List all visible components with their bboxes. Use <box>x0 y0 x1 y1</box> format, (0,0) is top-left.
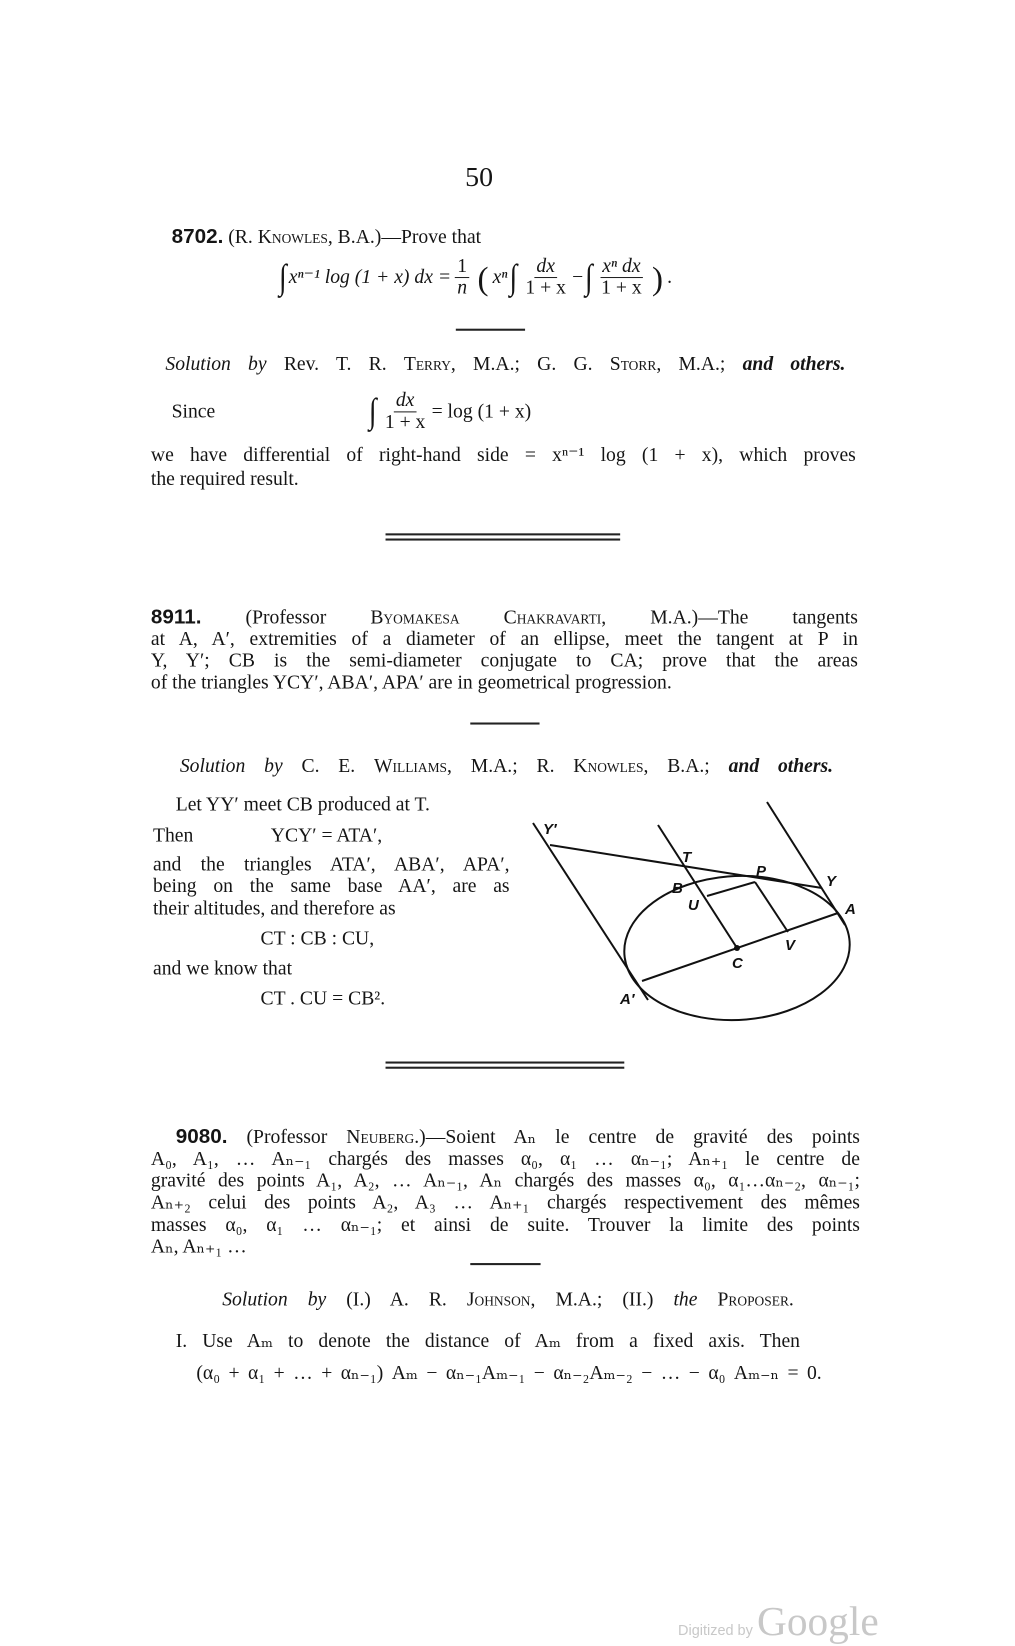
fraction <box>599 256 644 298</box>
rhs: = log (1 + x) <box>431 400 532 423</box>
text-segment: , B.A.)—Prove that <box>327 226 482 249</box>
fraction <box>455 256 469 298</box>
equation-line <box>196 1362 821 1384</box>
text-segment: of the triangles YCY′, ABA′, APA′ are in geometrical progression. <box>150 671 672 694</box>
problem-8702-heading <box>172 226 482 248</box>
text-segment: Solution by <box>179 755 283 778</box>
problem-9080-heading <box>176 1127 860 1149</box>
text-line <box>176 1330 800 1352</box>
numerator: dx <box>534 256 557 278</box>
label-v: V <box>785 937 796 954</box>
label-y: Y <box>826 873 837 890</box>
text-segment: (α₀ + α₁ + … + αₙ₋₁) Aₘ − αₙ₋₁Aₘ₋₁ − αₙ₋₂Aₘ₋₂ − … − α₀ Aₘ₋ₙ = 0. <box>196 1362 822 1384</box>
watermark-prefix: Digitized by <box>678 1621 753 1639</box>
label-u: U <box>688 897 699 914</box>
author-name: Neuberg <box>346 1126 415 1149</box>
text-segment: (Professor <box>227 1126 347 1149</box>
text-segment: CT . CU = CB². <box>260 988 386 1010</box>
formula-8702 <box>277 256 672 298</box>
text-segment: Aₙ, Aₙ₊₁ … <box>150 1236 247 1258</box>
text-line <box>151 1192 860 1214</box>
integral-sign: ∫ <box>509 257 518 297</box>
author-name: Johnson <box>466 1288 531 1311</box>
label-y-prime: Y′ <box>543 821 557 838</box>
text-line <box>153 898 396 920</box>
text-segment <box>697 1289 717 1311</box>
since-label <box>172 401 216 423</box>
text-line <box>151 628 858 650</box>
text-segment: , M.A.; G. G. <box>450 353 610 376</box>
author-name: Williams <box>374 755 448 778</box>
integral-sign: ∫ <box>279 257 287 297</box>
text-segment: Let YY′ meet CB produced at T. <box>175 793 430 816</box>
formula-since <box>367 391 531 433</box>
divider <box>470 1263 540 1265</box>
text-line <box>153 875 510 897</box>
text-segment: and others. <box>742 353 846 376</box>
text-line <box>151 468 299 490</box>
problem-8911-heading <box>151 607 858 629</box>
section-divider <box>386 1067 625 1069</box>
author-name: Proposer <box>717 1288 789 1311</box>
solution-byline <box>165 353 845 375</box>
divider <box>470 722 539 724</box>
text-segment: , M.A.)—The tangents <box>601 606 858 629</box>
text-segment: (Professor <box>201 606 371 629</box>
equation-line <box>260 928 374 950</box>
text-segment: Aₙ₊₂ celui des points A₂, A₃ … Aₙ₊₁ chargés respectivement des mêmes <box>150 1191 860 1214</box>
paren-left: ( <box>477 258 489 297</box>
denominator: 1 + x <box>384 411 426 434</box>
x-power: xⁿ <box>492 266 508 288</box>
problem-number: 9080. <box>175 1125 228 1149</box>
period: . <box>667 266 673 288</box>
problem-number: 8911. <box>150 605 202 629</box>
text-segment: the <box>673 1288 698 1311</box>
text-segment: , M.A.; (II.) <box>530 1288 674 1311</box>
solution-byline <box>180 756 833 778</box>
text-segment: Y, Y′; CB is the semi-diameter conjugate to CA; prove that the areas <box>150 650 858 672</box>
text-segment: , M.A.; <box>656 353 743 376</box>
text-line <box>153 825 193 847</box>
text-line <box>151 1148 860 1170</box>
integral-sign: ∫ <box>368 392 377 431</box>
text-line <box>151 650 858 672</box>
text-segment: their altitudes, and therefore as <box>152 898 396 920</box>
text-segment: (R. <box>223 226 258 249</box>
author-name: Terry <box>403 353 451 376</box>
section-divider <box>386 1062 625 1064</box>
text-segment: CT : CB : CU, <box>260 928 375 950</box>
integrand: xⁿ⁻¹ log (1 + x) dx = <box>288 266 452 289</box>
digitized-watermark <box>678 1597 879 1646</box>
text-segment: YCY′ = ATA′, <box>270 824 383 847</box>
denominator: 1 + x <box>525 277 566 299</box>
paren-right: ) <box>652 258 664 297</box>
label-b: B <box>672 880 683 897</box>
text-segment: Solution by <box>222 1288 327 1311</box>
author-name: Storr <box>609 353 657 376</box>
denominator: 1 + x <box>601 277 642 299</box>
label-p: P <box>756 863 767 880</box>
text-segment: the required result. <box>150 468 299 490</box>
text-segment: and others. <box>728 755 834 778</box>
text-line <box>151 1170 860 1192</box>
section-divider <box>386 533 621 535</box>
text-segment: Rev. T. R. <box>266 353 404 376</box>
numerator: xⁿ dx <box>600 256 642 278</box>
text-segment: A₀, A₁, … Aₙ₋₁ chargés des masses α₀, α₁ … αₙ₋₁; Aₙ₊₁ le centre de <box>150 1148 860 1171</box>
fraction <box>523 256 568 298</box>
text-segment: and the triangles ATA′, ABA′, APA′, <box>152 853 510 876</box>
text-segment: .)—Soient Aₙ le centre de gravité des points <box>414 1126 860 1149</box>
numerator: 1 <box>455 256 469 278</box>
text-segment: Then <box>152 824 194 847</box>
text-line <box>153 854 510 876</box>
text-line <box>151 672 672 694</box>
label-c: C <box>732 955 743 972</box>
label-a-prime: A′ <box>620 991 635 1008</box>
author-name: Knowles <box>257 226 328 249</box>
denominator: n <box>457 277 468 299</box>
numerator: dx <box>394 391 417 413</box>
text-segment: masses α₀, α₁ … αₙ₋₁; et ainsi de suite. Trouver la limite des points <box>150 1214 860 1237</box>
integral-sign: ∫ <box>585 257 593 297</box>
text-segment: gravité des points A₁, A₂, … Aₙ₋₁, Aₙ chargés des masses α₀, α₁…αₙ₋₂, αₙ₋₁; <box>150 1170 860 1192</box>
text-segment: I. Use Aₘ to denote the distance of Aₘ from a fixed axis. Then <box>175 1330 801 1352</box>
fraction <box>383 391 428 433</box>
text-segment: Solution by <box>165 353 267 376</box>
equation-line <box>260 988 385 1010</box>
author-name: Byomakesa Chakravarti <box>370 606 602 629</box>
page-number: 50 <box>465 161 494 193</box>
problem-number: 8702. <box>171 225 224 249</box>
section-divider <box>386 539 621 541</box>
label-a: A <box>845 901 856 918</box>
text-segment: being on the same base AA′, are as <box>152 875 510 898</box>
text-segment: we have differential of right-hand side = xⁿ⁻¹ log (1 + x), which proves <box>150 444 856 467</box>
text-segment: and we know that <box>152 958 293 980</box>
solution-byline <box>222 1289 794 1311</box>
text-segment: , M.A.; R. <box>447 755 574 778</box>
divider <box>456 329 525 331</box>
text-segment: , B.A.; <box>643 755 729 778</box>
text-line <box>151 1214 860 1236</box>
label-t: T <box>682 849 692 866</box>
text-line <box>153 958 292 980</box>
text-segment: C. E. <box>282 755 375 778</box>
equation-line <box>271 825 382 847</box>
text-segment: (I.) A. R. <box>326 1288 467 1311</box>
text-line <box>151 1236 247 1258</box>
minus-sign: − <box>572 266 584 288</box>
text-segment: Since <box>171 401 216 423</box>
text-segment: at A, A′, extremities of a diameter of an ellipse, meet the tangent at P in <box>150 628 858 651</box>
text-line <box>151 444 856 466</box>
text-line <box>176 794 430 816</box>
author-name: Knowles <box>573 755 644 778</box>
google-logo: Google <box>756 1597 879 1645</box>
text-segment: . <box>788 1288 794 1311</box>
